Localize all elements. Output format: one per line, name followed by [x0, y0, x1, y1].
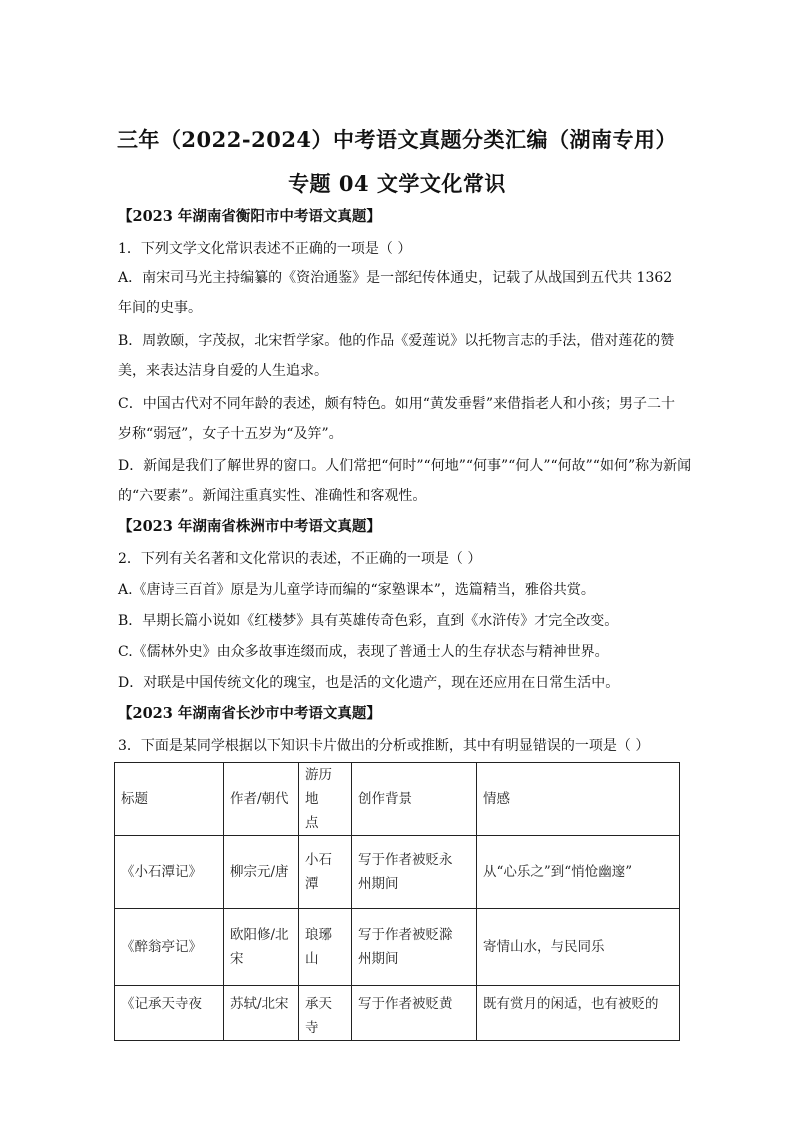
q1-option-c-line2: 岁称“弱冠”，女子十五岁为“及笄”。: [118, 426, 343, 442]
header-cell: 作者/朝代: [224, 763, 299, 836]
q2-option-b: B．早期长篇小说如《红楼梦》具有英雄传奇色彩，直到《水浒传》才完全改变。: [118, 613, 619, 629]
table-cell: 从“心乐之”到“悄怆幽邃”: [477, 836, 680, 909]
table-cell: 承天寺: [299, 986, 352, 1041]
header-cell: 情感: [477, 763, 680, 836]
table-cell: 写于作者被贬永 州期间: [352, 836, 477, 909]
table-cell: 《记承天寺夜: [115, 986, 224, 1041]
header-cell: 标题: [115, 763, 224, 836]
topic-title: 专题 04 文学文化常识: [288, 171, 506, 196]
q1-option-a-line1: A．南宋司马光主持编纂的《资治通鉴》是一部纪传体通史，记载了从战国到五代共 1362: [118, 270, 673, 286]
table-header-row: [115, 763, 680, 836]
question-1-stem: 1．下列文学文化常识表述不正确的一项是（ ）: [118, 241, 412, 257]
document-title: 三年（2022-2024）中考语文真题分类汇编（湖南专用）: [116, 127, 678, 152]
question-3-stem: 3．下面是某同学根据以下知识卡片做出的分析或推断，其中有明显错误的一项是（ ）: [118, 738, 650, 754]
table-cell: 《醉翁亭记》: [115, 909, 224, 986]
q1-option-b-line1: B．周敦颐，字茂叔，北宋哲学家。他的作品《爱莲说》以托物言志的手法，借对莲花的赞: [118, 333, 675, 349]
q1-option-c-line1: C．中国古代对不同年龄的表述，颇有特色。如用“黄发垂髫”来借指老人和小孩；男子二十: [118, 396, 676, 412]
table-cell: 苏轼/北宋: [224, 986, 299, 1041]
table-cell: 柳宗元/唐: [224, 836, 299, 909]
table-row: [115, 986, 680, 1041]
knowledge-card-table: [114, 762, 680, 1041]
table-cell: 小石潭: [299, 836, 352, 909]
question-2-stem: 2．下列有关名著和文化常识的表述，不正确的一项是（ ）: [118, 551, 482, 567]
q2-option-d: D．对联是中国传统文化的瑰宝，也是活的文化遗产，现在还应用在日常生活中。: [118, 675, 620, 691]
q2-option-a: A.《唐诗三百首》原是为儿童学诗而编的“家塾课本”，选篇精当，雅俗共赏。: [118, 582, 595, 598]
header-cell: 游历地 点: [299, 763, 352, 836]
section-heading-hengyang: 【2023 年湖南省衡阳市中考语文真题】: [118, 208, 381, 225]
header-cell: 创作背景: [352, 763, 477, 836]
table-row: [115, 836, 680, 909]
table-cell: 琅琊山: [299, 909, 352, 986]
section-heading-zhuzhou: 【2023 年湖南省株洲市中考语文真题】: [118, 518, 381, 535]
table-cell: 写于作者被贬滁 州期间: [352, 909, 477, 986]
section-heading-changsha: 【2023 年湖南省长沙市中考语文真题】: [118, 705, 381, 722]
table-cell: 欧阳修/北 宋: [224, 909, 299, 986]
q1-option-d-line1: D．新闻是我们了解世界的窗口。人们常把“何时”“何地”“何事”“何人”“何故”“如何”称为新闻: [118, 458, 692, 474]
table-cell: 寄情山水，与民同乐: [477, 909, 680, 986]
table-cell: 既有赏月的闲适，也有被贬的: [477, 986, 680, 1041]
q1-option-a-line2: 年间的史事。: [118, 300, 202, 316]
table-cell: 写于作者被贬黄: [352, 986, 477, 1041]
q1-option-d-line2: 的“六要素”。新闻注重真实性、准确性和客观性。: [118, 488, 427, 504]
q2-option-c: C.《儒林外史》由众多故事连缀而成，表现了普通士人的生存状态与精神世界。: [118, 644, 609, 660]
table-cell: 《小石潭记》: [115, 836, 224, 909]
table-row: [115, 909, 680, 986]
q1-option-b-line2: 美，来表达洁身自爱的人生追求。: [118, 363, 328, 379]
